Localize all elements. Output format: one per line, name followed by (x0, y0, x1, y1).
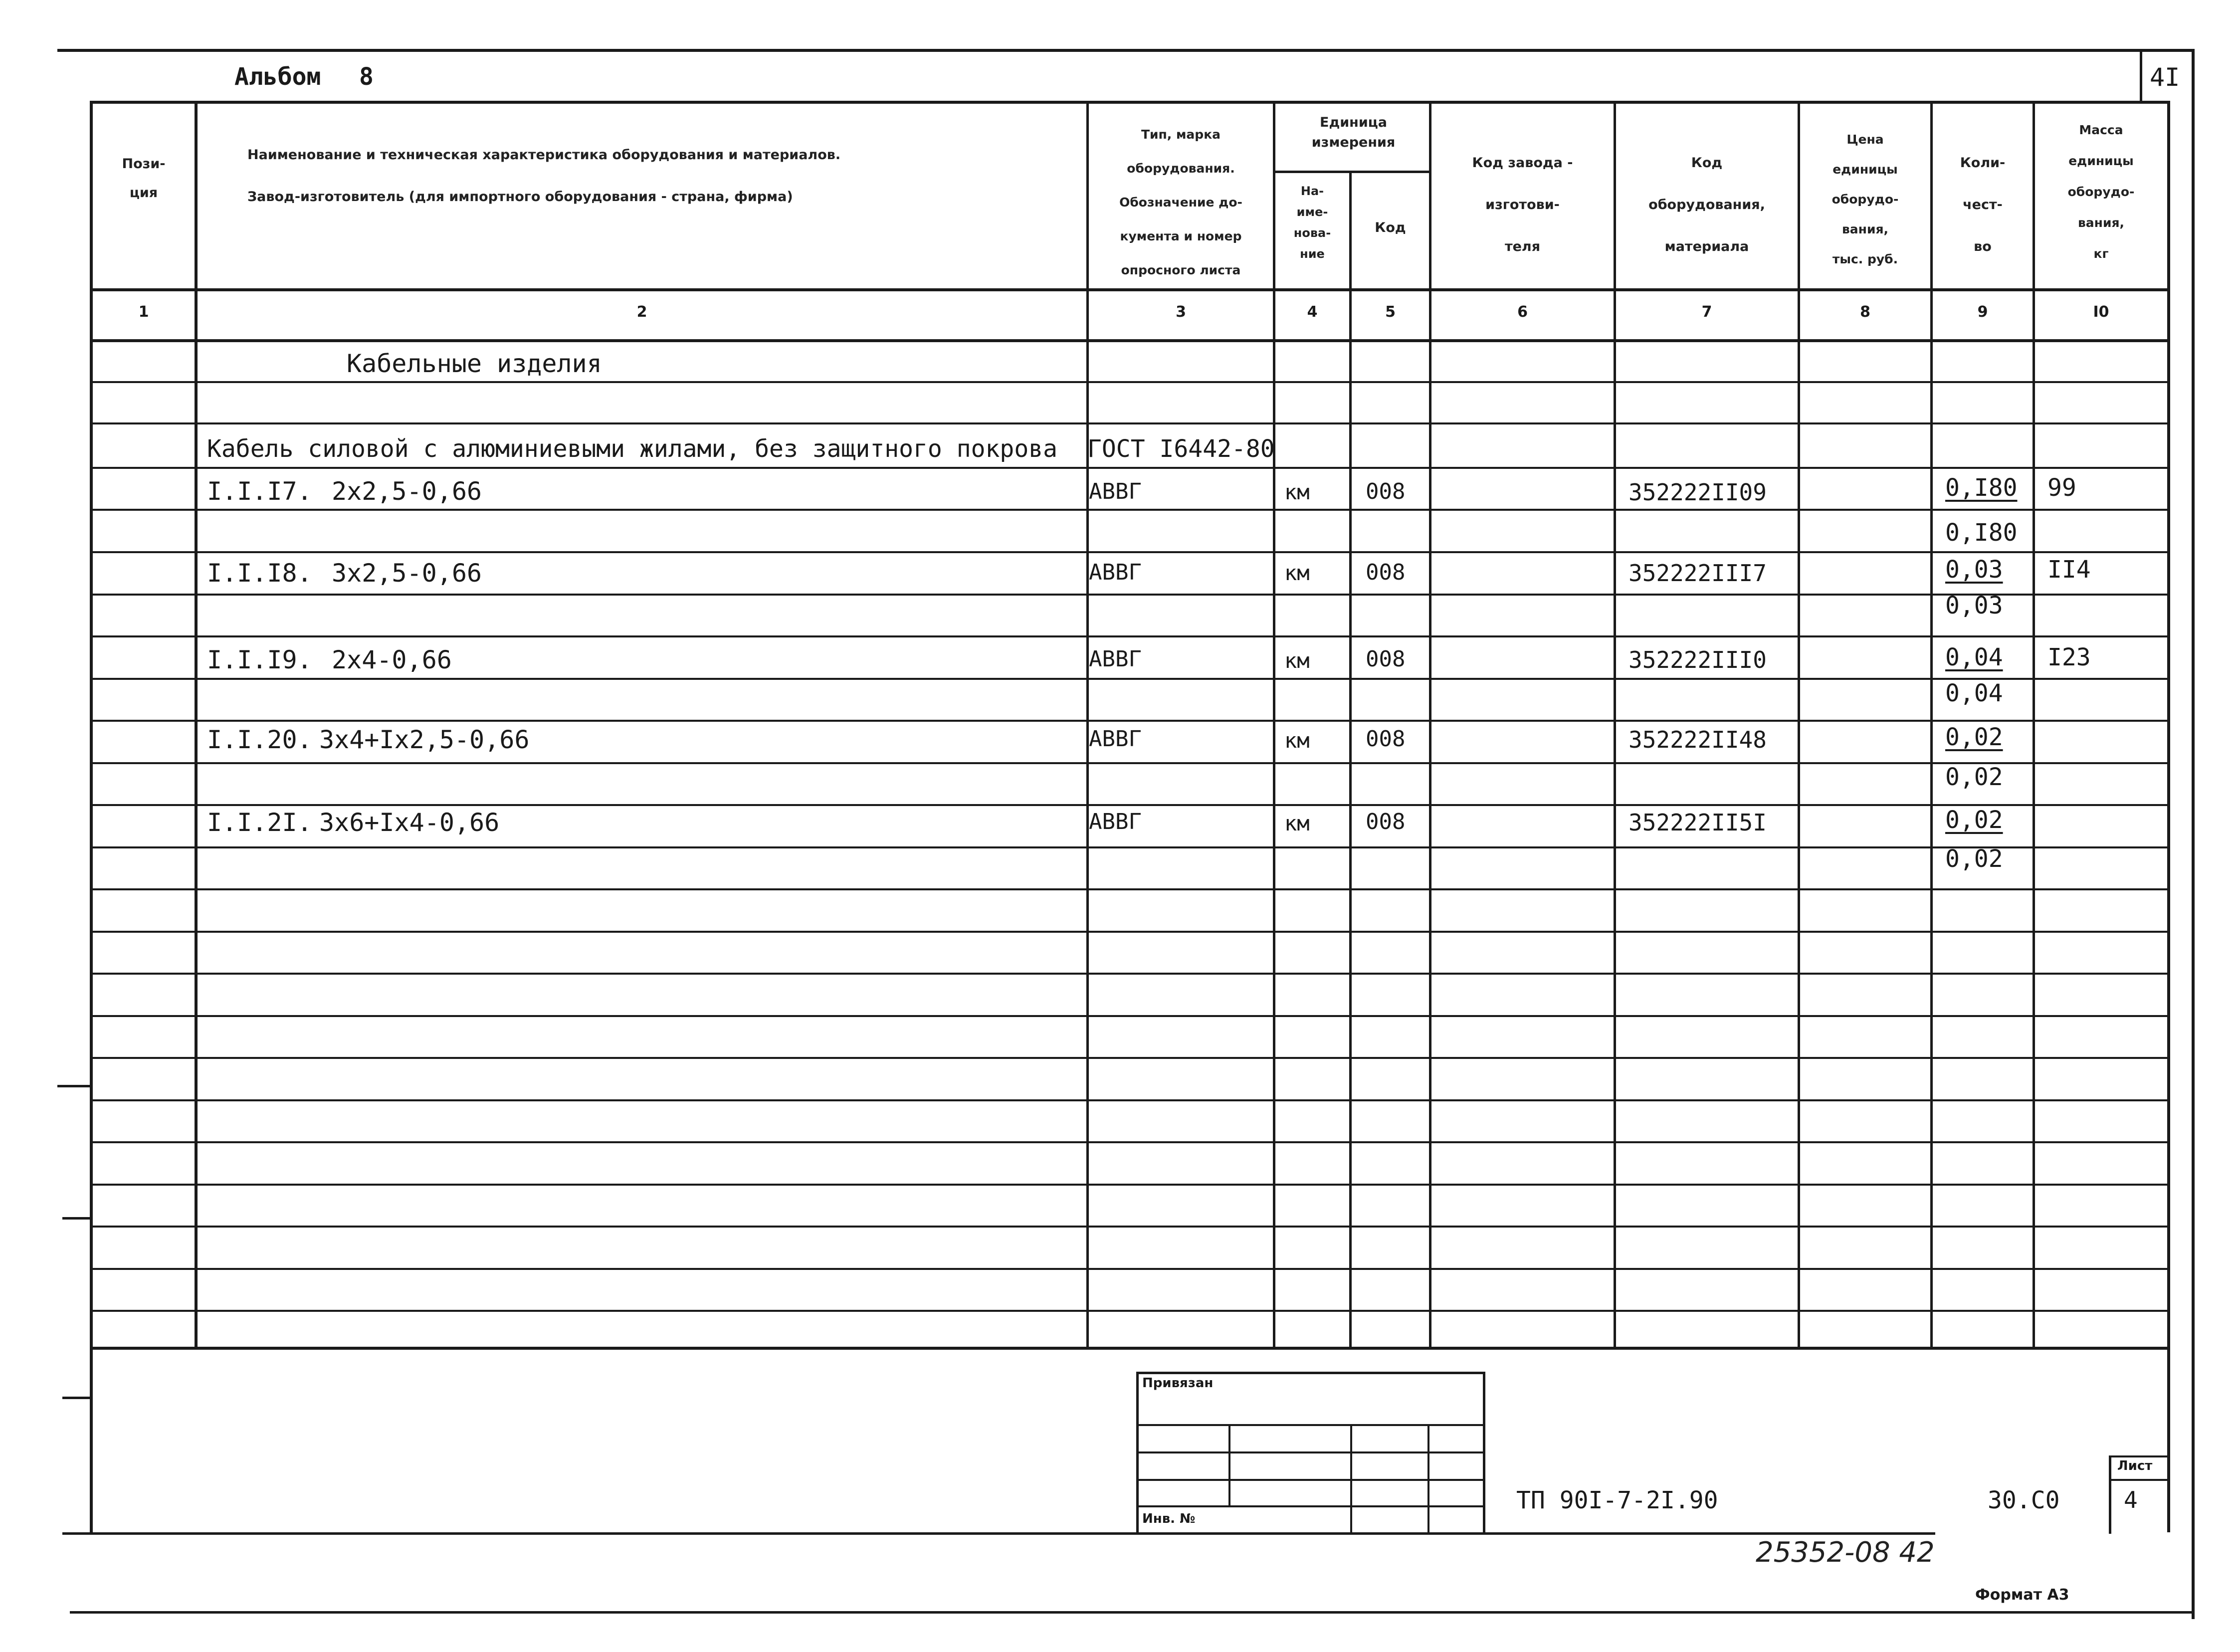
row-line (92, 467, 2167, 469)
row-line (92, 762, 2167, 764)
stamp-vline (1427, 1424, 1429, 1534)
row-line (92, 1310, 2167, 1312)
colnum-bottom-line (90, 339, 2170, 342)
row-line (92, 973, 2167, 975)
colnum-8: 8 (1860, 303, 1870, 321)
item-qty-bottom: 0,03 (1945, 592, 2003, 620)
item-position: I.I.I7. (207, 477, 312, 506)
row-line (92, 1141, 2167, 1143)
header-bottom-line (90, 288, 2170, 291)
sheet-label: Лист (2117, 1458, 2153, 1473)
item-qty-top: 0,02 (1945, 723, 2003, 751)
table-right-line (2167, 101, 2170, 1532)
col7-line (1798, 101, 1800, 1348)
row-line (92, 509, 2167, 511)
margin-tick (62, 1397, 92, 1399)
item-qty-top: 0,02 (1945, 806, 2003, 834)
item-type: АВВГ (1089, 726, 1142, 752)
item-qty-bottom: 0,02 (1945, 845, 2003, 873)
row-line (92, 678, 2167, 680)
album-number: 8 (359, 63, 374, 91)
col1-line (195, 101, 198, 1348)
item-type: АВВГ (1089, 646, 1142, 672)
item-spec: 3x2,5-0,66 (332, 559, 482, 588)
item-mass: I23 (2047, 643, 2091, 671)
col3-line (1273, 101, 1275, 1348)
section-title: Кабельные изделия (347, 349, 602, 378)
row-line (92, 1057, 2167, 1059)
stamp-vline (1136, 1372, 1139, 1534)
item-position: I.I.I9. (207, 645, 312, 674)
row-line (92, 846, 2167, 848)
item-unit: км (1284, 811, 1310, 835)
row-line (92, 1015, 2167, 1017)
sheet-code: 30.С0 (1988, 1486, 2060, 1514)
item-type: АВВГ (1089, 809, 1142, 834)
table-top-line (90, 101, 2170, 104)
header-unit-code: Код (1375, 220, 1406, 235)
header-position: Пози- ция (122, 156, 166, 201)
header-qty: Коли- чест- во (1960, 155, 2006, 254)
item-type: АВВГ (1089, 479, 1142, 504)
item-qty-bottom: 0,04 (1945, 679, 2003, 707)
stamp-linked-label: Привязан (1142, 1376, 1214, 1391)
item-unit-code: 008 (1366, 726, 1406, 752)
colnum-9: 9 (1977, 303, 1988, 321)
header-unit-name: На- име- нова- ние (1293, 184, 1331, 261)
item-spec: 3x4+Ix2,5-0,66 (319, 725, 530, 754)
col5-line (1429, 101, 1431, 1348)
row-line (92, 888, 2167, 890)
item-qty-top: 0,I80 (1945, 474, 2018, 502)
item-equip-code: 352222III7 (1629, 560, 1767, 587)
item-equip-code: 352222II48 (1629, 726, 1767, 753)
stamp-line (1136, 1505, 1485, 1507)
table-bottom-line (92, 1347, 2167, 1350)
row-line (92, 720, 2167, 722)
item-position: I.I.I8. (207, 559, 312, 588)
item-position: I.I.20. (207, 725, 312, 754)
row-line (92, 1099, 2167, 1101)
page-number-box-left (2140, 49, 2142, 104)
stamp-vline (1483, 1372, 1485, 1534)
item-qty-bottom: 0,02 (1945, 763, 2003, 791)
unit-sub-line (1273, 171, 1431, 173)
header-equip-code: Код оборудования, материала (1648, 155, 1765, 254)
col9-line (2033, 101, 2035, 1348)
stamp-line (1136, 1372, 1485, 1374)
sheet-box-left (2109, 1455, 2111, 1534)
col4-line (1349, 171, 1352, 1348)
item-unit-code: 008 (1366, 479, 1406, 504)
colnum-1: 1 (138, 303, 149, 321)
item-unit-code: 008 (1366, 809, 1406, 834)
bottom-border-line (70, 1611, 2195, 1614)
item-qty-bottom: 0,I80 (1945, 519, 2018, 547)
row-line (92, 381, 2167, 383)
header-type: Тип, марка оборудования. Обозначение до- кумента и номер опросного листа (1119, 127, 1242, 277)
stamp-vline (1350, 1424, 1352, 1534)
stamp-line (1136, 1424, 1485, 1426)
item-qty-top: 0,03 (1945, 556, 2003, 584)
sheet-box-top (2109, 1455, 2170, 1457)
header-mass: Масса единицы оборудо- вания, кг (2067, 123, 2135, 261)
row-line (92, 422, 2167, 424)
row-line (92, 1268, 2167, 1270)
item-spec: 2x2,5-0,66 (332, 477, 482, 506)
item-equip-code: 352222II5I (1629, 809, 1767, 836)
colnum-7: 7 (1701, 303, 1712, 321)
item-qty-top: 0,04 (1945, 643, 2003, 671)
sheet-number: 4 (2124, 1486, 2138, 1513)
stamp-bottom-line (62, 1532, 1935, 1535)
right-border-line (2192, 49, 2195, 1619)
album-label: Альбом (234, 63, 321, 91)
header-unit-group: Единица измерения (1311, 115, 1396, 150)
item-position: I.I.2I. (207, 808, 312, 837)
group-name: Кабель силовой с алюминиевыми жилами, без защитного покрова (207, 435, 1058, 463)
item-equip-code: 352222II09 (1629, 479, 1767, 506)
sheet-box-mid (2109, 1479, 2170, 1481)
doc-code: ТП 90I-7-2I.90 (1516, 1486, 1718, 1514)
row-line (92, 804, 2167, 806)
row-line (92, 1226, 2167, 1228)
item-type: АВВГ (1089, 560, 1142, 585)
row-line (92, 931, 2167, 933)
row-line (92, 1184, 2167, 1186)
group-standard: ГОСТ I6442-80 (1087, 435, 1275, 463)
handwritten-number: 25352-08 42 (1756, 1536, 1935, 1569)
stamp-inv-label: Инв. № (1142, 1511, 1196, 1526)
item-equip-code: 352222III0 (1629, 646, 1767, 673)
col6-line (1614, 101, 1616, 1348)
item-unit: км (1284, 561, 1310, 585)
colnum-4: 4 (1307, 303, 1318, 321)
row-line (92, 635, 2167, 637)
colnum-5: 5 (1385, 303, 1396, 321)
item-mass: II4 (2047, 556, 2091, 584)
colnum-2: 2 (636, 303, 647, 321)
col2-line (1086, 101, 1089, 1348)
row-line (92, 551, 2167, 553)
item-mass: 99 (2047, 474, 2076, 502)
colnum-6: 6 (1517, 303, 1528, 321)
header-name: Наименование и техническая характеристика оборудования и материалов. Завод-изготовитель (для импортного оборудования - страна, фирма) (247, 147, 841, 205)
colnum-3: 3 (1176, 303, 1186, 321)
col8-line (1930, 101, 1933, 1348)
format-label: Формат А3 (1975, 1586, 2069, 1604)
row-line (92, 594, 2167, 596)
header-price: Цена единицы оборудо- вания, тыс. руб. (1832, 132, 1899, 266)
header-plant-code: Код завода - изготови- теля (1472, 155, 1573, 254)
margin-tick (57, 1085, 92, 1087)
item-unit: км (1284, 480, 1310, 504)
item-unit-code: 008 (1366, 560, 1406, 585)
page-number: 4I (2150, 63, 2180, 92)
top-border-line (57, 49, 2195, 52)
item-unit-code: 008 (1366, 646, 1406, 672)
colnum-10: I0 (2093, 303, 2109, 321)
item-spec: 2x4-0,66 (332, 645, 452, 674)
item-unit: км (1284, 648, 1310, 673)
stamp-vline (1228, 1424, 1230, 1506)
item-unit: км (1284, 728, 1310, 753)
stamp-line (1136, 1451, 1485, 1453)
item-spec: 3x6+Ix4-0,66 (319, 808, 500, 837)
stamp-line (1136, 1479, 1485, 1481)
margin-tick (62, 1217, 92, 1220)
